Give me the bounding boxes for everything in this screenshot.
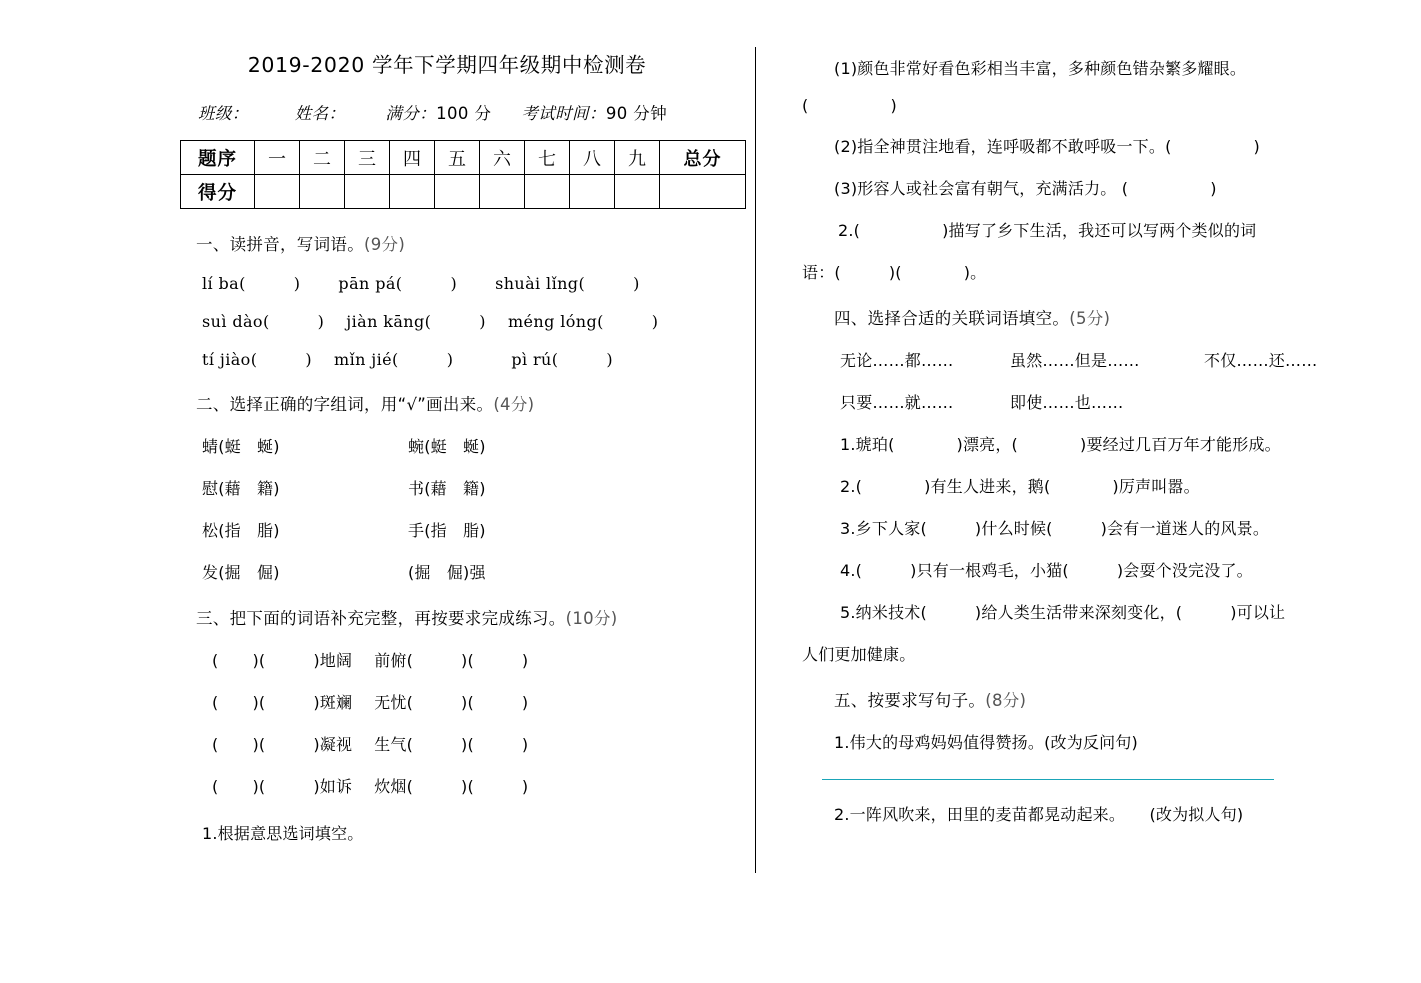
exam-time-label: 考试时间： <box>521 104 606 123</box>
question-text-part: 纳米技术( <box>855 603 927 622</box>
question-text-part: ( <box>855 561 863 580</box>
score-table-value-row <box>181 175 746 209</box>
subq2-tail-label: 语：( <box>802 263 841 282</box>
pinyin-row-2 <box>202 312 730 331</box>
pinyin-item-8: mǐn jié <box>334 350 393 369</box>
section-2-title: 二、选择正确的字组词，用“√”画出来。 <box>196 395 494 414</box>
idiom-row-4 <box>212 774 730 797</box>
pinyin-item-9: pì rú <box>511 350 552 369</box>
conjunction-row-1 <box>840 348 1382 371</box>
score-cell-5[interactable] <box>435 175 480 209</box>
idiom-fragment: 无忧( <box>374 693 414 712</box>
exam-time-value: 90 分钟 <box>605 104 668 123</box>
question-text-part: )给人类生活带来深刻变化，( <box>974 603 1183 622</box>
score-cell-9[interactable] <box>615 175 660 209</box>
paren-close: ) <box>305 350 312 369</box>
question-text-part: 乡下人家( <box>855 519 927 538</box>
score-col-4: 四 <box>390 141 435 175</box>
conjunction-row-2 <box>840 390 1382 413</box>
idiom-fragment: )凝视 <box>313 735 353 754</box>
paren-mid: )( <box>461 735 474 754</box>
paren-open: ( <box>597 312 604 331</box>
question-number: 4. <box>840 561 856 580</box>
meaning-item-1-blank-line <box>802 96 1382 115</box>
question-number: 1. <box>840 435 856 454</box>
score-cell-8[interactable] <box>570 175 615 209</box>
paren-close: ) <box>890 96 897 115</box>
column-divider <box>755 47 756 873</box>
paren-open: ( <box>424 312 432 331</box>
paren-close: ) <box>317 312 325 331</box>
score-col-total: 总分 <box>660 141 746 175</box>
paren-open: ( <box>578 274 586 293</box>
exam-meta-line <box>198 100 730 124</box>
paren-close: ) <box>479 312 486 331</box>
conjunction-option-2[interactable]: 虽然……但是…… <box>1010 351 1140 370</box>
score-cell-7[interactable] <box>525 175 570 209</box>
score-col-9: 九 <box>615 141 660 175</box>
section-1-points: (9分) <box>364 235 406 254</box>
section-5-title: 五、按要求写句子。 <box>834 691 986 710</box>
pinyin-item-3: shuài lǐng <box>495 274 579 293</box>
pinyin-item-4: suì dào <box>202 312 263 331</box>
paren-close: ) <box>633 274 640 293</box>
meaning-item-2 <box>834 134 1382 157</box>
pinyin-item-2: pān pá <box>338 274 396 293</box>
score-cell-total[interactable] <box>660 175 746 209</box>
subq2-prefix: 2.( <box>838 221 861 240</box>
right-column <box>782 34 1382 934</box>
paren-open: ( <box>250 350 258 369</box>
paren-close: )。 <box>963 263 987 282</box>
char-choice-left[interactable]: 松(指 脂) <box>202 521 280 540</box>
char-choice-row-2 <box>202 476 730 499</box>
paren-mid: )( <box>252 651 266 670</box>
idiom-fragment: )地阔 <box>313 651 353 670</box>
answer-write-line[interactable] <box>822 779 1274 780</box>
class-label: 班级： <box>198 104 249 123</box>
paren-close: ) <box>1253 137 1260 156</box>
left-column <box>150 34 730 934</box>
char-choice-right[interactable]: 手(指 脂) <box>408 521 486 540</box>
question-text-part: )漂亮，( <box>956 435 1019 454</box>
section-4-heading <box>834 305 1382 329</box>
paren-mid: )( <box>888 263 902 282</box>
paren-mid: )( <box>252 693 266 712</box>
pinyin-row-1 <box>202 274 730 293</box>
score-table-row-label-question: 题序 <box>181 141 255 175</box>
idiom-fragment: 前俯( <box>374 651 414 670</box>
char-choice-row-3 <box>202 518 730 541</box>
question-number: 5. <box>840 603 856 622</box>
question-text-part: ( <box>855 477 863 496</box>
meaning-item-1: (1)颜色非常好看色彩相当丰富，多种颜色错杂繁多耀眼。 <box>834 59 1247 78</box>
paren-mid: )( <box>252 777 266 796</box>
score-col-1: 一 <box>255 141 300 175</box>
question-text-part: )厉声叫嚣。 <box>1112 477 1200 496</box>
paren-open: ( <box>392 350 399 369</box>
page-title: 2019-2020 学年下学期四年级期中检测卷 <box>247 53 647 77</box>
question-text-part: )有生人进来，鹅( <box>924 477 1051 496</box>
meaning-item-3 <box>834 176 1382 199</box>
paren-open: ( <box>395 274 403 293</box>
idiom-row-3 <box>212 732 730 755</box>
score-table-header-row <box>181 141 746 175</box>
section-4-question-2 <box>840 474 1382 497</box>
score-col-3: 三 <box>345 141 390 175</box>
section-3-subquestion-2 <box>838 218 1382 241</box>
section-1-heading <box>196 231 730 255</box>
idiom-fragment: )斑斓 <box>313 693 353 712</box>
paren-close: ) <box>1210 179 1217 198</box>
section-3-title: 三、把下面的词语补充完整，再按要求完成练习。 <box>196 609 566 628</box>
section-4-question-4 <box>840 558 1382 581</box>
paren-close: ) <box>521 651 529 670</box>
score-col-2: 二 <box>300 141 345 175</box>
score-cell-4[interactable] <box>390 175 435 209</box>
score-cell-6[interactable] <box>480 175 525 209</box>
paren-mid: )( <box>461 693 474 712</box>
section-5-question-1: 1.伟大的母鸡妈妈值得赞扬。(改为反问句) <box>834 733 1138 752</box>
char-choice-right[interactable]: (掘 倔)强 <box>408 563 486 582</box>
pinyin-item-6: méng lóng <box>507 312 598 331</box>
section-1-title: 一、读拼音，写词语。 <box>196 235 364 254</box>
pinyin-item-7: tí jiào <box>202 350 251 369</box>
section-3-points: (10分) <box>565 609 618 628</box>
idiom-fragment: 生气( <box>374 735 414 754</box>
paren-close: ) <box>446 350 454 369</box>
conjunction-option-4[interactable]: 只要……就…… <box>840 393 954 412</box>
section-5-points: (8分) <box>985 691 1027 710</box>
score-col-5: 五 <box>435 141 480 175</box>
section-3-subquestion-2-wrap <box>802 260 1382 283</box>
paren-open: ( <box>551 350 559 369</box>
question-text-part: 琥珀( <box>855 435 895 454</box>
paren-close: ) <box>521 777 529 796</box>
char-choice-row-4 <box>202 560 730 583</box>
paren-close: ) <box>293 274 301 293</box>
paren-mid: )( <box>461 651 474 670</box>
section-4-title: 四、选择合适的关联词语填空。 <box>834 309 1070 328</box>
pinyin-item-5: jiàn kāng <box>346 312 425 331</box>
paren-close: ) <box>521 735 529 754</box>
char-choice-row-1 <box>202 434 730 457</box>
question-number: 3. <box>840 519 856 538</box>
char-choice-left[interactable]: 蜻(蜓 蜒) <box>202 437 280 456</box>
score-col-8: 八 <box>570 141 615 175</box>
question-text-part: )要经过几百万年才能形成。 <box>1080 435 1281 454</box>
paren-open: ( <box>212 777 219 796</box>
question-text-part: )只有一根鸡毛，小猫( <box>910 561 1069 580</box>
meaning-item-2-text: (2)指全神贯注地看，连呼吸都不敢呼吸一下。( <box>834 137 1172 156</box>
section-4-question-3 <box>840 516 1382 539</box>
score-cell-3[interactable] <box>345 175 390 209</box>
score-col-7: 七 <box>525 141 570 175</box>
section-5-heading <box>834 687 1382 711</box>
full-score-value: 100 分 <box>436 104 492 123</box>
conjunction-option-1[interactable]: 无论……都…… <box>840 351 954 370</box>
question-text-part: )什么时候( <box>974 519 1053 538</box>
section-3-subquestion-1: 1.根据意思选词填空。 <box>202 824 364 843</box>
idiom-fragment: )如诉 <box>313 777 353 796</box>
paren-open: ( <box>212 693 219 712</box>
paren-mid: )( <box>252 735 266 754</box>
paren-open: ( <box>212 651 219 670</box>
meaning-item-3-text: (3)形容人或社会富有朝气，充满活力。 ( <box>834 179 1129 198</box>
question-number: 2. <box>840 477 856 496</box>
conjunction-option-5[interactable]: 即使……也…… <box>1010 393 1124 412</box>
score-table <box>180 140 746 209</box>
question-text-part: )会耍个没完没了。 <box>1116 561 1253 580</box>
paren-close: ) <box>450 274 458 293</box>
score-cell-1[interactable] <box>255 175 300 209</box>
section-2-points: (4分) <box>493 395 535 414</box>
question-text-part: )会有一道迷人的风景。 <box>1100 519 1270 538</box>
name-label: 姓名： <box>294 104 346 123</box>
paren-open: ( <box>212 735 219 754</box>
score-cell-2[interactable] <box>300 175 345 209</box>
paren-close: ) <box>521 693 529 712</box>
section-4-question-5 <box>840 600 1382 623</box>
idiom-row-2 <box>212 690 730 713</box>
section-5-question-2: 2.一阵风吹来，田里的麦苗都晃动起来。 (改为拟人句) <box>834 805 1244 824</box>
full-score-label: 满分： <box>385 104 437 123</box>
char-choice-right[interactable]: 蜿(蜓 蜒) <box>408 437 486 456</box>
score-col-6: 六 <box>480 141 525 175</box>
section-2-heading <box>196 391 730 415</box>
subq2-text: )描写了乡下生活，我还可以写两个类似的词 <box>942 221 1257 240</box>
section-3-heading <box>196 605 730 629</box>
paren-close: ) <box>651 312 659 331</box>
idiom-row-1 <box>212 648 730 671</box>
section-4-points: (5分) <box>1069 309 1111 328</box>
conjunction-option-3[interactable]: 不仅……还…… <box>1204 351 1318 370</box>
char-choice-right[interactable]: 书(藉 籍) <box>408 479 486 498</box>
char-choice-left[interactable]: 发(掘 倔) <box>202 563 280 582</box>
paren-close: ) <box>606 350 614 369</box>
paren-open: ( <box>802 96 809 115</box>
paren-open: ( <box>262 312 270 331</box>
section-4-question-1 <box>840 432 1382 455</box>
paren-open: ( <box>239 274 246 293</box>
pinyin-row-3 <box>202 350 730 369</box>
question-text-part: )可以让 <box>1230 603 1286 622</box>
score-table-row-label-points: 得分 <box>181 175 255 209</box>
pinyin-item-1: lí ba <box>202 274 240 293</box>
paren-mid: )( <box>461 777 474 796</box>
idiom-fragment: 炊烟( <box>374 777 414 796</box>
char-choice-left[interactable]: 慰(藉 籍) <box>202 479 280 498</box>
section-4-question-5-wrap: 人们更加健康。 <box>802 645 916 664</box>
